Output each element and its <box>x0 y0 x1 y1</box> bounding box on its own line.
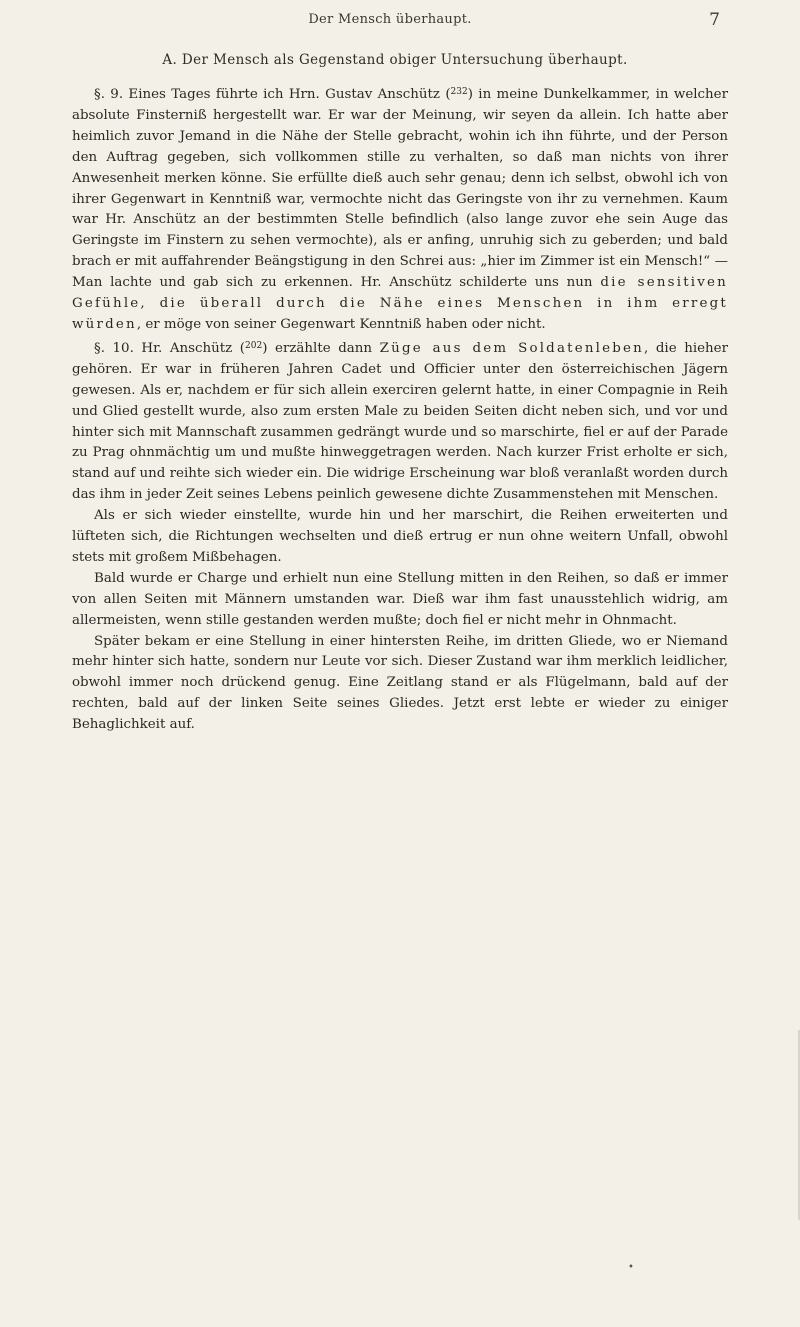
page-number: 7 <box>709 10 720 30</box>
page-header <box>60 10 720 34</box>
section-heading: A. Der Mensch als Gegenstand obiger Untersuchung überhaupt. <box>162 52 628 68</box>
text-run: §. 10. Hr. Anschütz ( <box>94 340 246 356</box>
text-run: Bald wurde er Charge und erhielt nun eine Stellung mitten in den Reihen, so daß er immer von allen Seiten mit Männern umstanden war. Dieß war ihm fast unausstehlich widrig, am allermeisten, wenn stille gestanden werden mußte; doch fiel er nicht mehr in Ohnmacht. <box>72 570 728 628</box>
footnote-ref: 232 <box>450 87 468 97</box>
paragraph-p13 <box>72 632 728 737</box>
text-run: §. 9. Eines Tages führte ich Hrn. Gustav Anschütz ( <box>94 87 451 102</box>
body-text <box>72 82 728 736</box>
text-run: , er möge von seiner Gegenwart Kenntniß haben oder nicht. <box>136 316 546 332</box>
paragraph-p10 <box>72 336 728 506</box>
emphasized-text: Züge aus dem Soldatenleben <box>379 340 644 356</box>
text-run: ) erzählte dann <box>262 340 380 356</box>
text-run: , die hieher gehören. Er war in früheren Jahren Cadet und Officier unter den österreichischen Jägern gewesen. Als er, nachdem er für sich allein exerciren gelernt hatte, in einer Compagnie in Reih und Glied gestellt wurde, also zum ersten Male zu beiden Seiten dicht neben sich, und vor und hinter sich mit Mannschaft zusammen gedrängt wurde und so marschirte, fiel er auf der Parade zu Prag ohnmächtig um und mußte hinweggetragen werden. Nach kurzer Frist erholte er sich, stand auf und reihte sich wieder ein. Die widrige Erscheinung war bloß veranlaßt worden durch das ihm in jeder Zeit seines Lebens peinlich gewesene dichte Zusammenstehen mit Menschen. <box>72 340 728 503</box>
running-head: Der Mensch überhaupt. <box>308 12 472 27</box>
paragraph-p9 <box>72 82 728 336</box>
paragraph-p12 <box>72 569 728 632</box>
paragraph-p11 <box>72 506 728 569</box>
emphasized-text: die sensitiven Gefühle, die überall durch die Nähe eines Menschen in ihm erregt würden <box>72 275 728 332</box>
text-run: Als er sich wieder einstellte, wurde hin und her marschirt, die Reihen erweiterten und lüfteten sich, die Richtungen wechselten und dieß ertrug er nun ohne weitern Unfall, obwohl stets mit großem Mißbehagen. <box>72 508 728 565</box>
text-run: Später bekam er eine Stellung in einer hintersten Reihe, im dritten Gliede, wo er Niemand mehr hinter sich hatte, sondern nur Leute vor sich. Dieser Zustand war ihm merklich leidlicher, obwohl immer noch drückend genug. Eine Zeitlang stand er als Flügelmann, bald auf der rechten, bald auf der linken Seite seines Gliedes. Jetzt erst lebte er wieder zu einiger Behaglichkeit auf. <box>72 633 728 733</box>
footnote-ref: 202 <box>245 340 263 351</box>
text-run: ) in meine Dunkelkammer, in welcher absolute Finsterniß hergestellt war. Er war der Meinung, wir seyen da allein. Ich hatte aber heimlich zuvor Jemand in die Nähe der Stelle gebracht, wohin ich ihn führte, und der Person den Auftrag gegeben, sich vollkommen stille zu verhalten, so daß man nichts von ihrer Anwesenheit merken könne. Sie erfüllte dieß auch sehr genau; denn ich selbst, obwohl ich von ihrer Gegenwart in Kenntniß war, vermochte nicht das Geringste von ihr zu vernehmen. Kaum war Hr. Anschütz an der bestimmten Stelle befindlich (also lange zuvor ehe sein Auge das Geringste im Finstern zu sehen vermochte), als er anfing, unruhig sich zu geberden; und bald brach er mit auffahrender Beängstigung in den Schrei aus: „hier im Zimmer ist ein Mensch!“ — Man lachte und gab sich zu erkennen. Hr. Anschütz schilderte uns nun <box>72 87 728 291</box>
stray-mark: • <box>628 1262 634 1273</box>
